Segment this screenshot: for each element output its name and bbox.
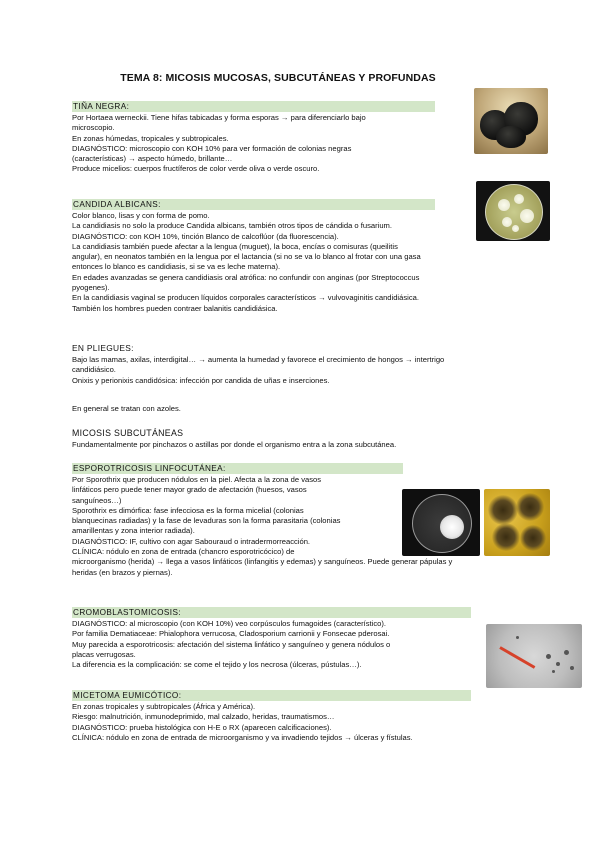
candida-line: Color blanco, lisas y con forma de pomo. [72, 211, 210, 220]
micetoma-line: CLÍNICA: nódulo en zona de entrada de microorganismo y va invadiendo tejidos → úlceras y fístulas. [72, 732, 413, 742]
subcutaneas-text: Fundamentalmente por pinchazos o astillas por donde el organismo entra a la zona subcutánea. [72, 440, 397, 449]
micetoma-line: DIAGNÓSTICO: prueba histológica con H-E o RX (aparecen calcificaciones). [72, 722, 332, 732]
candida-line: DIAGNÓSTICO: con KOH 10%, tinción Blanco de calcoflúor (da fluorescencia). [72, 231, 339, 241]
esporo-line: linfáticos pero puede tener mayor grado de afectación (huesos, vasos [72, 485, 307, 495]
sporothrix-dish-image [402, 489, 480, 556]
tina-line: DIAGNÓSTICO: microscopio con KOH 10% para ver formación de colonias negras [72, 143, 352, 153]
candida-line: entonces lo blanco es candidiasis, si se va es leche materna). [72, 262, 281, 272]
candida-line: pyogenes). [72, 283, 110, 293]
red-arrow-icon [499, 646, 535, 669]
esporo-line: amarillentas y zona interior radiada). [72, 526, 195, 536]
esporo-line: blanquecinas radiadas) y la fase de levaduras son la forma parasitaria (colonias [72, 516, 341, 526]
heading-tina-negra: TIÑA NEGRA: [72, 101, 435, 112]
tina-line: microscopio. [72, 123, 115, 133]
pliegues-line: Onixis y perionixis candidósica: infección por candida de uñas e inserciones. [72, 375, 330, 385]
candida-line: En edades avanzadas se genera candidiasis oral atrófica: no confundir con anginas (por Streptococcus [72, 272, 420, 282]
candida-line: La candidiasis no solo la produce Candida albicans, también otros tipos de cándida o fusarium. [72, 221, 392, 231]
black-colonies-image [474, 88, 548, 154]
heading-micosis-subcutaneas: MICOSIS SUBCUTÁNEAS [72, 428, 184, 438]
esporo-line: Por Sporothrix que producen nódulos en la piel. Afecta a la zona de vasos [72, 475, 322, 484]
heading-en-pliegues: EN PLIEGUES: [72, 343, 134, 353]
candida-line: En la candidiasis vaginal se producen líquidos corporales característicos → vulvovaginitis candidiásica. [72, 293, 419, 303]
micetoma-line: En zonas tropicales y subtropicales (África y América). [72, 702, 256, 711]
esporo-body [72, 475, 452, 578]
tina-body [72, 113, 366, 175]
sporothrix-yellow-colonies-image [484, 489, 550, 556]
cromo-line: DIAGNÓSTICO: al microscopio (con KOH 10%) veo corpúsculos fumagoides (característico). [72, 619, 386, 628]
azoles-note: En general se tratan con azoles. [72, 404, 181, 413]
heading-candida-albicans: CANDIDA ALBICANS: [72, 199, 435, 210]
tina-line: Por Hortaea werneckii. Tiene hifas tabicadas y forma esporas → para diferenciarlo bajo [72, 113, 366, 122]
cromo-line: placas verrugosas. [72, 649, 136, 659]
heading-cromoblastomicosis: CROMOBLASTOMICOSIS: [72, 607, 471, 618]
pliegues-body [72, 355, 444, 386]
esporo-line: microorganismo (herida) → llega a vasos linfáticos (linfangitis y edemas) y sanguíneos. Puede generar pápulas y [72, 557, 453, 567]
candida-line: También los hombres pueden contraer balanitis candidiásica. [72, 303, 278, 313]
micetoma-line: Riesgo: malnutrición, inmunodeprimido, mal calzado, heridas, traumatismos… [72, 712, 335, 722]
pliegues-line: Bajo las mamas, axilas, interdigital… → aumenta la humedad y favorece el crecimiento de hongos → intertrigo [72, 355, 445, 364]
cromo-line: Muy parecida a esporotricosis: afectación del sistema linfático y sanguíneo y genera nódulos o [72, 639, 391, 649]
cromo-line: La diferencia es la complicación: se come el tejido y los necrosa (úlceras, pústulas…). [72, 660, 362, 670]
candida-petri-dish-image [476, 181, 550, 241]
heading-micetoma-eumicotico: MICETOMA EUMICÓTICO: [72, 690, 471, 701]
pliegues-line: candidiásico. [72, 365, 116, 375]
fumagoid-bodies-microscope-image [486, 624, 582, 688]
tina-line: Produce micelios: cuerpos fructíferos de color verde oliva o verde oscuro. [72, 164, 320, 174]
micetoma-body [72, 702, 413, 743]
esporo-line: heridas (en brazos y piernas). [72, 567, 173, 577]
candida-line: angular), en neonatos también en la lengua por el lactancia (si no se va lo blanco al frotar con una gasa [72, 252, 421, 262]
tina-line: En zonas húmedas, tropicales y subtropicales. [72, 133, 229, 143]
page-title: TEMA 8: MICOSIS MUCOSAS, SUBCUTÁNEAS Y PROFUNDAS [120, 72, 436, 84]
candida-line: La candidiasis también puede afectar a la lengua (muguet), la boca, encías o comisuras (queilitis [72, 241, 398, 251]
candida-body [72, 211, 421, 314]
esporo-line: Sporothrix es dimórfica: fase infecciosa es la forma micelial (colonias [72, 505, 304, 515]
cromo-line: Por familia Dematiaceae: Phialophora verrucosa, Cladosporium carrionii y Fonsecae pderosai. [72, 629, 390, 639]
esporo-line: sanguíneos…) [72, 495, 122, 505]
esporo-line: CLÍNICA: nódulo en zona de entrada (chancro esporotricócico) de [72, 547, 295, 557]
tina-line: (características) → aspecto húmedo, brillante… [72, 154, 233, 164]
cromo-body [72, 619, 390, 670]
esporo-line: DIAGNÓSTICO: IF, cultivo con agar Sabouraud o intradermorreacción. [72, 536, 311, 546]
heading-esporotricosis: ESPOROTRICOSIS LINFOCUTÁNEA: [72, 463, 403, 474]
